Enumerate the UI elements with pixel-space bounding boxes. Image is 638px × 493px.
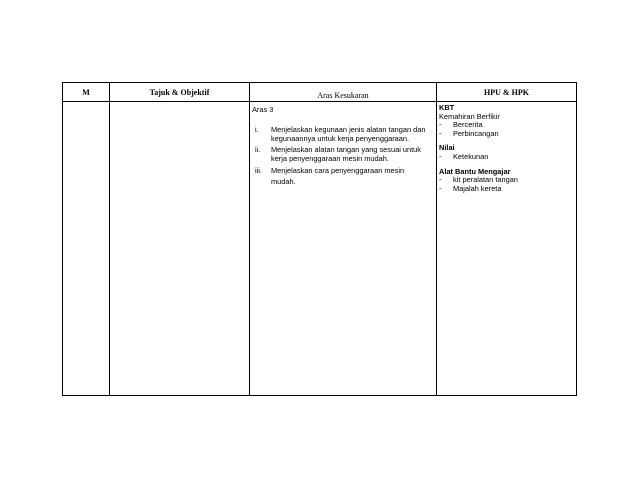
header-hpu: HPU & HPK bbox=[437, 83, 577, 102]
list-item bbox=[439, 130, 574, 139]
dash: - bbox=[439, 120, 442, 130]
dash: - bbox=[439, 151, 442, 161]
aras-list bbox=[252, 125, 430, 187]
dash: - bbox=[439, 183, 442, 193]
abm-title: Alat Bantu Mengajar bbox=[439, 166, 511, 176]
aras-title: Aras 3 bbox=[252, 105, 274, 114]
header-m: M bbox=[63, 83, 110, 102]
dash: - bbox=[439, 175, 442, 185]
cell-aras bbox=[250, 102, 437, 396]
kbt-item: Perbincangan bbox=[453, 128, 499, 138]
lesson-plan-table bbox=[62, 82, 577, 396]
list-number: ii. bbox=[255, 144, 261, 154]
kbt-title: KBT bbox=[439, 103, 455, 112]
list-text: Menjelaskan cara penyenggaraan mesin mudah. bbox=[271, 165, 405, 186]
nilai-item: Ketekunan bbox=[453, 151, 489, 161]
list-item bbox=[439, 153, 574, 162]
list-item bbox=[252, 125, 430, 144]
kbt-item: Bercerita bbox=[453, 120, 483, 130]
abm-item: kit peralatan tangan bbox=[453, 175, 518, 185]
content-row bbox=[63, 102, 577, 396]
list-item bbox=[252, 145, 430, 164]
header-aras: Aras Kesukaran bbox=[250, 83, 437, 102]
header-tajuk: Tajuk & Objektif bbox=[110, 83, 250, 102]
list-text: Menjelaskan kegunaan jenis alatan tangan dan kegunaannya untuk kerja penyenggaraan. bbox=[271, 124, 426, 143]
list-item bbox=[252, 165, 430, 187]
cell-m bbox=[63, 102, 110, 396]
abm-item: Majalah kereta bbox=[453, 183, 502, 193]
list-number: i. bbox=[255, 124, 259, 134]
header-row bbox=[63, 83, 577, 102]
list-number: iii. bbox=[255, 165, 262, 175]
nilai-title: Nilai bbox=[439, 143, 455, 153]
kemahiran-label: Kemahiran Berfikir bbox=[439, 111, 500, 121]
list-text: Menjelaskan alatan tangan yang sesuai untuk kerja penyenggaraan mesin mudah. bbox=[271, 144, 421, 163]
cell-hpu bbox=[437, 102, 577, 396]
list-item bbox=[439, 185, 574, 194]
cell-tajuk bbox=[110, 102, 250, 396]
dash: - bbox=[439, 128, 442, 138]
